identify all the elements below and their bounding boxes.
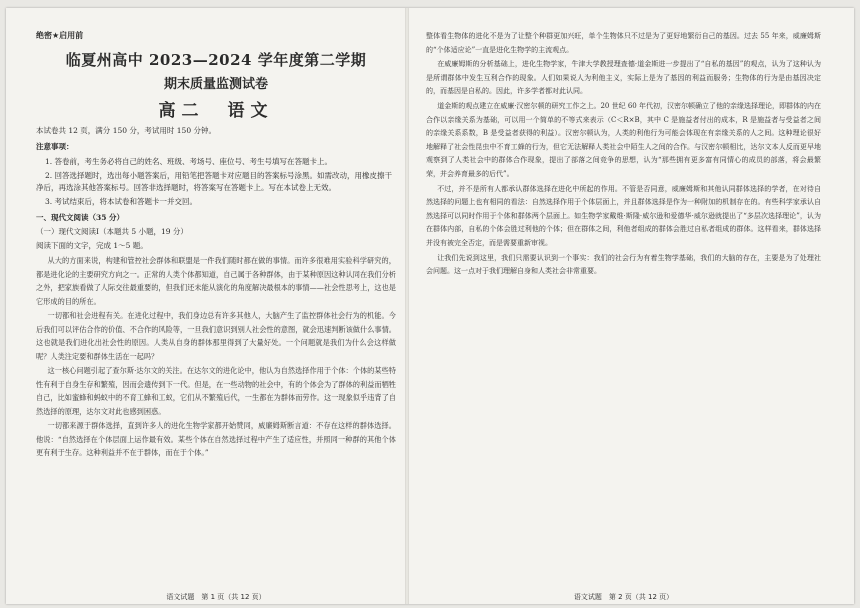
exam-sheet: [6, 8, 854, 604]
exam-title-term: 临夏州高中 2023—2024 学年度第二学期: [65, 51, 367, 69]
passage-paragraph: 道金斯的观点建立在威廉·汉密尔顿的研究工作之上。20 世纪 60 年代初，汉密尔顿确立了他的亲缘选择理论，即群体的内在合作以亲缘关系为基础，可以用一个简单的不等式来表示（C＜R×B，其中 C 是施益者付出的成本，R 是施益者与受益者之间的亲缘关系系数，B 是受益者获得的利益）。汉密尔顿认为，人类的利他行为可能会体现在有亲缘关系的人之间。这种理论很好地解释了社会性昆虫中不育工蜂的行为，但它无法解释人类社会中陌生人之间的合作。与汉密尔顿相比，达尔文本人反而更早地观察到了人类社会中的群体合作现象，提出了部落之间竞争的思想，认为“那些拥有更多富有同情心的成员的部落，将会最繁荣，并会养育最多的后代”。: [426, 101, 821, 178]
exam-meta: 本试卷共 12 页，满分 150 分，考试用时 150 分钟。: [36, 126, 216, 135]
note-item: 1. 答卷前，考生务必将自己的姓名、班级、考场号、座位号、考生号填写在答题卡上。: [45, 157, 333, 166]
section-heading: 一、现代文阅读（35 分）: [36, 213, 125, 222]
secret-label: 绝密★启用前: [36, 31, 84, 40]
page-footer-2: 语文试题 第 2 页（共 12 页）: [573, 593, 674, 601]
passage-paragraph: 一切都来源于群体选择，直到许多人的进化生物学家都开始赞同，威廉姆斯断言道：不存在这样的群体选择。他说：“自然选择在个体层面上运作最有效。某些个体在自然选择过程中产生了适应性，并照同一种群的其他个体更有利于生存。这种利益并不在于群体，而在于个体。”: [36, 421, 396, 457]
notes-header: 注意事项：: [36, 142, 74, 151]
note-item: 2. 回答选择题时，选出每小题答案后，用铅笔把答题卡对应题目的答案标号涂黑。如需改动，用橡皮擦干净后，再选涂其他答案标号。回答非选择题时，将答案写在答题卡上。写在本试卷上无效。: [36, 171, 393, 192]
exam-page-2: [426, 30, 821, 590]
passage-paragraph: 一切都和社会进程有关。在进化过程中，我们身边总有许多其他人，大脑产生了监控群体社会行为的机能。今后我们可以评估合作的价值、不合作的风险等，一旦我们意识到别人社会性的意图，就会迅速判断该做什么事情。这也就是我们进化出社会性的原因。人类从自身的群体那里得到了大量好处。一个问题就是我们为什么会这样做呢？人类注定要和群体生活在一起吗？: [36, 311, 396, 361]
note-item: 3. 考试结束后，将本试卷和答题卡一并交回。: [45, 197, 198, 206]
exam-subject: 高二 语文: [158, 101, 274, 121]
passage-paragraph: 不过，并不是所有人都承认群体选择在进化中所起的作用。不管是否同意，威廉姆斯和其他认同群体选择的学者，在对待自然选择的问题上也有相同的看法：自然选择作用于个体层面上，并且群体选择是作为一种附加的机制存在的。有些科学家承认自然选择可以同时作用于个体和群体两个层面上。如生物学家戴维·斯隆·威尔逊和爱德华·威尔逊就提出了“多层次选择理论”，认为在群体内部，自私的个体会胜过利他的个体；但在群体之间，利他者组成的群体会胜过自私者组成的群体。这样看来，群体选择并没有被完全否定，而是需要重新审视。: [426, 184, 821, 247]
page-fold: [405, 8, 409, 604]
passage-paragraph: 在威廉姆斯的分析基础上，进化生物学家，牛津大学教授理查德·道金斯进一步提出了“自私的基因”的观点，认为了这种认为是所谓群体中发生互利合作的现象。人们如果说人为利他主义，实际上是为了基因的利益而服务；生物体的行为是由基因决定的，而基因是自私的。因此，许多学者都对此认同。: [426, 60, 821, 96]
exam-page-1: [36, 30, 396, 590]
passage-paragraph: 整体看生物体的进化不是为了让整个种群更加兴旺，单个生物体只不过是为了更好地繁衍自己的基因。过去 55 年来，威廉姆斯的“个体适应论”一直是进化生物学的主流观点。: [426, 32, 821, 54]
passage-paragraph: 从大的方面来说，构建和管控社会群体和联盟是一件我们随时都在做的事情。而许多很难用实验科学研究的，都是进化论的主要研究方向之一。正常的人类个体都知道，自己属于各种群体，由于某种原因这种认同在我们分析之外，把家族看做了人际交往最重要的，但我们还未能从演化的角度解决最根本的事情——社会性思考上，这也是它形成的目的所在。: [36, 256, 396, 306]
passage-paragraph: 让我们先说到这里，我们只需要认识到一个事实：我们的社会行为有着生物学基础，我们的大脑的存在，主要是为了处理社会问题。这一点对于我们理解自身和人类社会非常重要。: [426, 253, 821, 276]
reading-instruction: 阅读下面的文字，完成 1～5 题。: [36, 241, 148, 250]
passage-paragraph: 这一核心问题引起了查尔斯·达尔文的关注。在达尔文的进化论中，他认为自然选择作用于个体：个体的某些特性有利于自身生存和繁殖，因而会遗传到下一代。但是，在一些动物的社会中，有的个体会为了群体的利益而牺牲自己，比如蜜蜂和蚂蚁中的不育工蜂和工蚁，它们从不繁殖后代，一生都在为群体而劳作。这一现象似乎违背了自然选择的原理，达尔文对此也感到困惑。: [36, 366, 396, 416]
exam-title-name: 期末质量监测试卷: [163, 77, 268, 92]
subsection-heading: （一）现代文阅读Ⅰ（本题共 5 小题，19 分）: [36, 227, 188, 236]
page-footer-1: 语文试题 第 1 页（共 12 页）: [166, 593, 266, 601]
